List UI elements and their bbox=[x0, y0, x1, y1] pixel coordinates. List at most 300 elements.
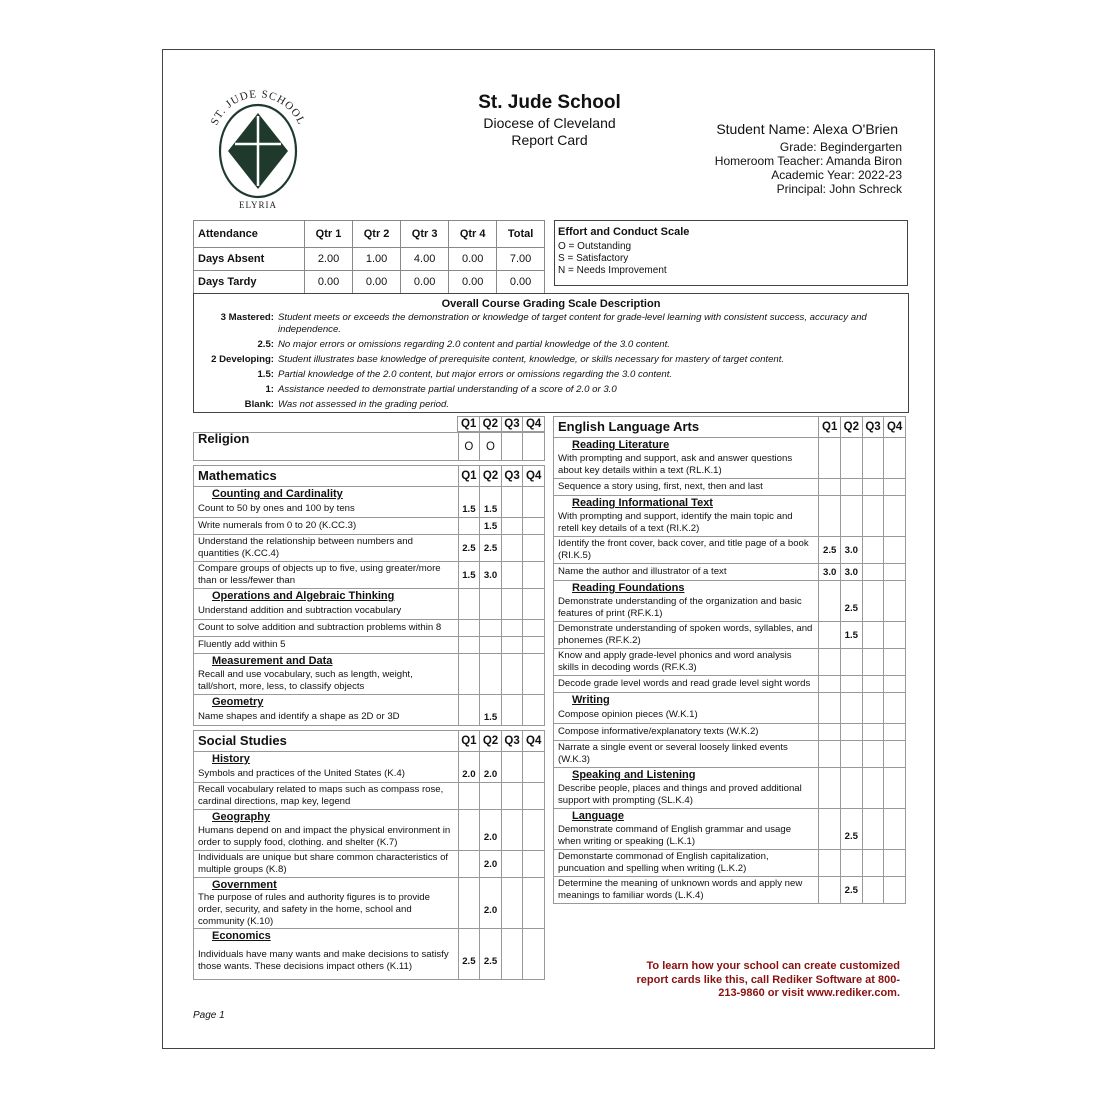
grade-cell bbox=[862, 693, 884, 708]
grade-cell bbox=[884, 850, 906, 877]
grade-cell bbox=[884, 595, 906, 622]
grade-cell: O bbox=[480, 433, 502, 461]
standard-text: Compare groups of objects up to five, using greater/more than or less/fewer than bbox=[194, 562, 459, 589]
grade-cell bbox=[523, 501, 545, 518]
grade-cell bbox=[501, 603, 523, 620]
grade-cell bbox=[458, 654, 480, 669]
grade-cell bbox=[523, 892, 545, 929]
subheading: Measurement and Data bbox=[194, 654, 459, 669]
grade-cell bbox=[480, 603, 502, 620]
quarter-header: Q2 bbox=[479, 417, 501, 432]
subheading: Reading Foundations bbox=[554, 581, 819, 596]
grade-cell bbox=[523, 878, 545, 893]
grade-cell bbox=[458, 518, 480, 535]
subheading-row bbox=[194, 878, 545, 893]
value-cell: 0.00 bbox=[497, 271, 545, 294]
grade-cell bbox=[862, 850, 884, 877]
grade-cell: 2.5 bbox=[819, 537, 841, 564]
subject-title-row bbox=[194, 433, 545, 461]
grade-cell bbox=[884, 622, 906, 649]
standard-row bbox=[194, 562, 545, 589]
grade-cell bbox=[458, 824, 480, 851]
standard-row bbox=[194, 892, 545, 929]
grade-cell bbox=[501, 824, 523, 851]
grade-cell bbox=[862, 741, 884, 768]
grade-cell bbox=[458, 620, 480, 637]
grade-cell bbox=[819, 595, 841, 622]
subheading-row bbox=[554, 581, 906, 596]
grade-cell bbox=[819, 479, 841, 496]
grading-scale-key: 1.5: bbox=[257, 369, 274, 380]
grade-cell bbox=[480, 620, 502, 637]
grade-cell bbox=[819, 707, 841, 724]
subject-title: Religion bbox=[194, 433, 459, 461]
standard-text: Count to solve addition and subtraction problems within 8 bbox=[194, 620, 459, 637]
grade-cell bbox=[862, 438, 884, 453]
grade-cell bbox=[884, 724, 906, 741]
grade-cell: 3.0 bbox=[841, 564, 863, 581]
grade-cell bbox=[841, 496, 863, 511]
grade-cell bbox=[862, 676, 884, 693]
quarter-header: Q2 bbox=[480, 466, 502, 487]
grade-cell bbox=[480, 487, 502, 502]
subheading: Counting and Cardinality bbox=[194, 487, 459, 502]
grade-cell bbox=[523, 589, 545, 604]
subheading-row bbox=[554, 496, 906, 511]
grade-cell bbox=[841, 809, 863, 824]
grade-cell bbox=[523, 433, 545, 461]
grade-cell bbox=[884, 707, 906, 724]
standard-text: Know and apply grade-level phonics and word analysis skills in decoding words (RF.K.3) bbox=[554, 649, 819, 676]
grade-cell bbox=[501, 929, 523, 944]
grade-cell bbox=[884, 496, 906, 511]
standard-text: Understand the relationship between numbers and quantities (K.CC.4) bbox=[194, 535, 459, 562]
grade-cell bbox=[862, 510, 884, 537]
subject-title: English Language Arts bbox=[554, 417, 819, 438]
grade-cell bbox=[819, 823, 841, 850]
grade-cell bbox=[523, 535, 545, 562]
grade-cell bbox=[884, 877, 906, 904]
standard-text: Write numerals from 0 to 20 (K.CC.3) bbox=[194, 518, 459, 535]
grade-cell: 2.0 bbox=[480, 851, 502, 878]
subheading-row bbox=[194, 654, 545, 669]
subheading-row bbox=[554, 768, 906, 783]
grade-cell bbox=[480, 810, 502, 825]
grade-cell bbox=[819, 877, 841, 904]
subject-title-row bbox=[194, 731, 545, 752]
grade-cell: 1.5 bbox=[480, 501, 502, 518]
left-column bbox=[193, 416, 545, 980]
grade-cell bbox=[862, 823, 884, 850]
subheading-row bbox=[194, 929, 545, 944]
grading-scale-row bbox=[194, 384, 908, 396]
grading-scale-key: 2.5: bbox=[257, 339, 274, 350]
quarter-header-row bbox=[193, 416, 545, 432]
grade-cell bbox=[884, 809, 906, 824]
grade-cell bbox=[501, 668, 523, 695]
grade-cell bbox=[841, 850, 863, 877]
rediker-promo: To learn how your school can create customized report cards like this, call Rediker Software at 800-213-9860 or visit www.rediker.com. bbox=[636, 960, 900, 999]
row-label: Days Tardy bbox=[194, 271, 305, 294]
grade-cell bbox=[884, 768, 906, 783]
grade-cell bbox=[862, 782, 884, 809]
grade-cell bbox=[841, 693, 863, 708]
quarter-header: Q4 bbox=[884, 417, 906, 438]
grading-scale-text: No major errors or omissions regarding 2.0 content and partial knowledge of the 3.0 content. bbox=[278, 339, 670, 350]
grade-cell bbox=[884, 452, 906, 479]
standard-row bbox=[194, 766, 545, 783]
grade-cell bbox=[819, 452, 841, 479]
grade-cell bbox=[819, 724, 841, 741]
grade-cell bbox=[523, 654, 545, 669]
qtr1-header: Qtr 1 bbox=[305, 221, 353, 248]
grade-cell bbox=[523, 562, 545, 589]
grade-cell: 2.5 bbox=[841, 595, 863, 622]
value-cell: 0.00 bbox=[449, 271, 497, 294]
standard-row bbox=[194, 501, 545, 518]
grade-cell bbox=[884, 676, 906, 693]
grading-scale-key: 1: bbox=[265, 384, 274, 395]
standard-text: Symbols and practices of the United States (K.4) bbox=[194, 766, 459, 783]
standard-text: Demonstrate understanding of the organization and basic features of print (RF.K.1) bbox=[554, 595, 819, 622]
grade-cell bbox=[819, 581, 841, 596]
grading-scale-row bbox=[194, 369, 908, 381]
grade-cell bbox=[884, 479, 906, 496]
document-type: Report Card bbox=[511, 132, 588, 148]
grade-cell bbox=[862, 622, 884, 649]
subject-title: Mathematics bbox=[194, 466, 459, 487]
standard-row bbox=[554, 649, 906, 676]
standard-row bbox=[554, 452, 906, 479]
standard-row bbox=[554, 564, 906, 581]
spacer bbox=[193, 417, 458, 432]
standard-text: Determine the meaning of unknown words and apply new meanings to familiar words (L.K.4) bbox=[554, 877, 819, 904]
grade-cell bbox=[884, 649, 906, 676]
grade-cell bbox=[841, 676, 863, 693]
standard-text: Individuals are unique but share common characteristics of multiple groups (K.8) bbox=[194, 851, 459, 878]
grade-cell: 2.5 bbox=[841, 877, 863, 904]
grade-cell bbox=[501, 589, 523, 604]
standard-row bbox=[194, 824, 545, 851]
subheading-row bbox=[554, 438, 906, 453]
page-number: Page 1 bbox=[193, 1010, 225, 1021]
grade-cell: 1.5 bbox=[841, 622, 863, 649]
grade-cell bbox=[480, 878, 502, 893]
grade-cell bbox=[862, 768, 884, 783]
standard-text: Narrate a single event or several loosely linked events (W.K.3) bbox=[554, 741, 819, 768]
standard-text: Demonstrate command of English grammar and usage when writing or speaking (L.K.1) bbox=[554, 823, 819, 850]
subheading: Economics bbox=[194, 929, 459, 944]
grade-cell bbox=[523, 824, 545, 851]
standard-row bbox=[554, 877, 906, 904]
standard-text: Compose opinion pieces (W.K.1) bbox=[554, 707, 819, 724]
standard-text: Sequence a story using, first, next, then and last bbox=[554, 479, 819, 496]
grading-scale-title: Overall Course Grading Scale Description bbox=[441, 298, 661, 310]
subheading: Writing bbox=[554, 693, 819, 708]
qtr2-header: Qtr 2 bbox=[353, 221, 401, 248]
grade-cell bbox=[523, 851, 545, 878]
standard-text: Demonstrate understanding of spoken words, syllables, and phonemes (RF.K.2) bbox=[554, 622, 819, 649]
grade-cell: 3.0 bbox=[480, 562, 502, 589]
standard-row bbox=[554, 537, 906, 564]
subheading: Reading Informational Text bbox=[554, 496, 819, 511]
standard-row bbox=[554, 707, 906, 724]
subject-table bbox=[193, 465, 545, 726]
grade-cell bbox=[862, 649, 884, 676]
grading-scale-row bbox=[194, 339, 908, 351]
standard-text: Name the author and illustrator of a text bbox=[554, 564, 819, 581]
grade-cell bbox=[841, 452, 863, 479]
grade-cell bbox=[862, 564, 884, 581]
standard-text: Understand addition and subtraction vocabulary bbox=[194, 603, 459, 620]
standard-row bbox=[194, 518, 545, 535]
grade-cell bbox=[884, 564, 906, 581]
grade-cell bbox=[862, 724, 884, 741]
total-header: Total bbox=[497, 221, 545, 248]
grade-cell bbox=[523, 943, 545, 980]
effort-scale-item: O = Outstanding bbox=[558, 241, 632, 252]
grade-cell bbox=[501, 535, 523, 562]
subheading-row bbox=[194, 752, 545, 767]
grade-cell: 1.5 bbox=[480, 518, 502, 535]
grading-scale-text: Student meets or exceeds the demonstration or knowledge of target content for grade-level learning with consistent success, accuracy and independence. bbox=[278, 312, 867, 335]
grade-cell bbox=[523, 637, 545, 654]
quarter-header: Q3 bbox=[501, 731, 523, 752]
value-cell: 1.00 bbox=[353, 248, 401, 271]
standard-text: Decode grade level words and read grade level sight words bbox=[554, 676, 819, 693]
grading-scale-key: Blank: bbox=[244, 399, 274, 410]
standard-row bbox=[194, 620, 545, 637]
subheading: Government bbox=[194, 878, 459, 893]
standard-row bbox=[554, 676, 906, 693]
grade-cell bbox=[819, 622, 841, 649]
subheading: Geometry bbox=[194, 695, 459, 710]
grade-cell: 1.5 bbox=[480, 709, 502, 726]
grade-cell bbox=[523, 603, 545, 620]
grade-cell bbox=[501, 433, 523, 461]
standard-row bbox=[194, 943, 545, 980]
diocese-name: Diocese of Cleveland bbox=[483, 115, 616, 131]
grade-cell bbox=[841, 438, 863, 453]
subject-block bbox=[193, 730, 545, 980]
grade-cell bbox=[501, 878, 523, 893]
quarter-header: Q1 bbox=[819, 417, 841, 438]
standard-row bbox=[194, 603, 545, 620]
grade-cell bbox=[862, 809, 884, 824]
qtr3-header: Qtr 3 bbox=[401, 221, 449, 248]
qtr4-header: Qtr 4 bbox=[449, 221, 497, 248]
standard-text: With prompting and support, identify the main topic and retell key details of a text (RI.K.2) bbox=[554, 510, 819, 537]
grade-cell: 2.5 bbox=[480, 943, 502, 980]
grade-cell bbox=[884, 782, 906, 809]
grade-cell bbox=[523, 668, 545, 695]
subheading: Operations and Algebraic Thinking bbox=[194, 589, 459, 604]
subheading-row bbox=[194, 695, 545, 710]
subheading: Speaking and Listening bbox=[554, 768, 819, 783]
subject-title: Social Studies bbox=[194, 731, 459, 752]
grading-scale-row bbox=[194, 312, 908, 336]
grade-cell bbox=[819, 510, 841, 537]
grade-cell bbox=[523, 487, 545, 502]
grade-cell bbox=[458, 589, 480, 604]
grade-cell bbox=[884, 537, 906, 564]
standard-text: Demonstarte commonad of English capitalization, puncuation and spelling when writing (L.K.2) bbox=[554, 850, 819, 877]
subheading: Language bbox=[554, 809, 819, 824]
grade-cell bbox=[523, 752, 545, 767]
grade-cell bbox=[480, 695, 502, 710]
standard-text: Count to 50 by ones and 100 by tens bbox=[194, 501, 459, 518]
standard-row bbox=[194, 783, 545, 810]
standard-row bbox=[554, 741, 906, 768]
grade-cell: 2.5 bbox=[480, 535, 502, 562]
subject-table bbox=[553, 416, 906, 904]
grade-cell bbox=[501, 518, 523, 535]
grade-cell bbox=[523, 620, 545, 637]
grade-cell bbox=[480, 589, 502, 604]
standard-row bbox=[554, 823, 906, 850]
grade-cell: 2.0 bbox=[480, 766, 502, 783]
grading-scale-row bbox=[194, 399, 908, 411]
subheading-row bbox=[554, 693, 906, 708]
subheading-row bbox=[194, 589, 545, 604]
subheading-row bbox=[554, 809, 906, 824]
grade-cell bbox=[501, 943, 523, 980]
grade-cell bbox=[501, 562, 523, 589]
quarter-header: Q2 bbox=[480, 731, 502, 752]
standard-row bbox=[554, 850, 906, 877]
grade-cell bbox=[841, 741, 863, 768]
grade-cell bbox=[458, 695, 480, 710]
subject-block bbox=[553, 416, 906, 904]
grade-cell bbox=[841, 782, 863, 809]
value-cell: 0.00 bbox=[401, 271, 449, 294]
grading-scale-row bbox=[194, 354, 908, 366]
grade-cell: 2.0 bbox=[480, 892, 502, 929]
grade-cell bbox=[841, 724, 863, 741]
value-cell: 0.00 bbox=[449, 248, 497, 271]
report-card-page bbox=[162, 49, 935, 1049]
grade-cell bbox=[862, 452, 884, 479]
standard-text: Describe people, places and things and proved additional support with prompting (SL.K.4) bbox=[554, 782, 819, 809]
grade-cell bbox=[458, 851, 480, 878]
grade-cell bbox=[501, 783, 523, 810]
standard-row bbox=[554, 595, 906, 622]
grade-cell bbox=[841, 510, 863, 537]
grading-scale-text: Was not assessed in the grading period. bbox=[278, 399, 450, 410]
grade-cell bbox=[458, 892, 480, 929]
quarter-header: Q1 bbox=[458, 466, 480, 487]
subheading-row bbox=[194, 810, 545, 825]
grading-scale-key: 3 Mastered: bbox=[220, 312, 274, 323]
quarter-header: Q1 bbox=[458, 731, 480, 752]
standard-text: Fluently add within 5 bbox=[194, 637, 459, 654]
grade-cell bbox=[523, 695, 545, 710]
grade-cell bbox=[841, 479, 863, 496]
grade-cell: 1.5 bbox=[458, 501, 480, 518]
standard-text: The purpose of rules and authority figures is to provide order, security, and safety in the home, school and community (K.10) bbox=[194, 892, 459, 929]
grade-cell bbox=[862, 595, 884, 622]
grade-cell bbox=[862, 581, 884, 596]
grade-cell bbox=[862, 496, 884, 511]
subheading: Reading Literature bbox=[554, 438, 819, 453]
standard-text: Identify the front cover, back cover, and title page of a book (RI.K.5) bbox=[554, 537, 819, 564]
grade-cell bbox=[819, 850, 841, 877]
grading-scale-text: Assistance needed to demonstrate partial understanding of a score of 2.0 or 3.0 bbox=[278, 384, 617, 395]
grade-cell: 2.5 bbox=[458, 535, 480, 562]
grade-cell bbox=[819, 741, 841, 768]
subject-table bbox=[193, 730, 545, 980]
standard-text: Individuals have many wants and make decisions to satisfy those wants. These decisions impact others (K.11) bbox=[194, 943, 459, 980]
grade-cell bbox=[523, 766, 545, 783]
academic-year-info: Academic Year: 2022-23 bbox=[771, 168, 902, 182]
grade-cell: 2.0 bbox=[480, 824, 502, 851]
grade-cell bbox=[501, 766, 523, 783]
grade-cell bbox=[862, 479, 884, 496]
grade-cell bbox=[501, 487, 523, 502]
standard-row bbox=[554, 724, 906, 741]
standard-row bbox=[554, 510, 906, 537]
subheading: Geography bbox=[194, 810, 459, 825]
grade-cell bbox=[841, 581, 863, 596]
subheading-row bbox=[194, 487, 545, 502]
standard-text: Compose informative/explanatory texts (W.K.2) bbox=[554, 724, 819, 741]
grade-cell bbox=[501, 709, 523, 726]
grade-cell bbox=[458, 878, 480, 893]
grade-cell bbox=[458, 709, 480, 726]
value-cell: 0.00 bbox=[305, 271, 353, 294]
grade-cell bbox=[819, 768, 841, 783]
subject-block bbox=[193, 465, 545, 726]
grade-cell bbox=[458, 487, 480, 502]
standard-row bbox=[194, 535, 545, 562]
svg-text:ELYRIA: ELYRIA bbox=[238, 200, 278, 210]
grade-cell bbox=[862, 877, 884, 904]
grade-cell: 3.0 bbox=[841, 537, 863, 564]
standard-text: Humans depend on and impact the physical environment in order to supply food, clothing. and shelter (K.7) bbox=[194, 824, 459, 851]
standard-row bbox=[194, 637, 545, 654]
svg-text:ST. JUDE SCHOOL: ST. JUDE SCHOOL bbox=[208, 88, 308, 128]
standard-text: Name shapes and identify a shape as 2D or 3D bbox=[194, 709, 459, 726]
effort-conduct-scale bbox=[554, 220, 908, 286]
attendance-header: Attendance bbox=[194, 221, 305, 248]
grade-cell bbox=[458, 603, 480, 620]
grade-cell bbox=[501, 654, 523, 669]
grade-cell bbox=[501, 851, 523, 878]
grade-cell bbox=[480, 783, 502, 810]
standard-text: Recall vocabulary related to maps such as compass rose, cardinal directions, map key, legend bbox=[194, 783, 459, 810]
grade-cell bbox=[884, 438, 906, 453]
effort-scale-title: Effort and Conduct Scale bbox=[558, 226, 690, 238]
standard-row bbox=[554, 479, 906, 496]
grading-scale-text: Student illustrates base knowledge of prerequisite content, knowledge, or skills necessary for mastery of target content. bbox=[278, 354, 785, 365]
grade-cell bbox=[501, 501, 523, 518]
subject-title-row bbox=[554, 417, 906, 438]
grade-cell bbox=[841, 649, 863, 676]
days-absent-row bbox=[194, 248, 545, 271]
quarter-header: Q3 bbox=[501, 466, 523, 487]
grade-cell: 1.5 bbox=[458, 562, 480, 589]
grade-cell bbox=[523, 929, 545, 944]
subject-block bbox=[193, 416, 545, 461]
grade-cell bbox=[458, 783, 480, 810]
grade-cell bbox=[480, 929, 502, 944]
grade-cell bbox=[501, 620, 523, 637]
grade-cell bbox=[523, 709, 545, 726]
grade-cell: 3.0 bbox=[819, 564, 841, 581]
grade-cell bbox=[523, 810, 545, 825]
grade-cell bbox=[523, 518, 545, 535]
grade-cell: 2.0 bbox=[458, 766, 480, 783]
